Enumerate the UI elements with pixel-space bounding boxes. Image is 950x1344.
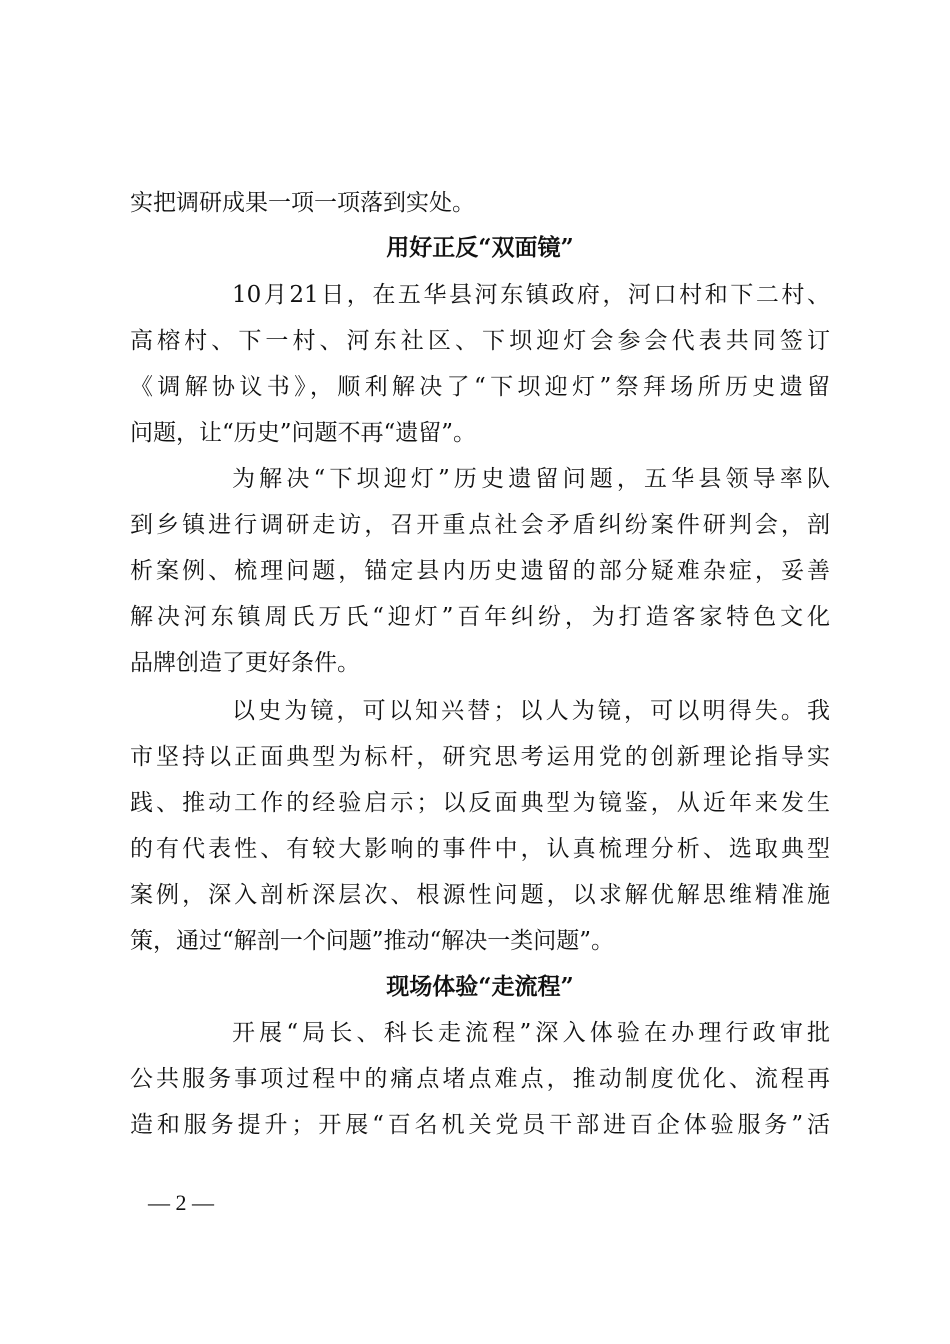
paragraph-line: 为解决“下坝迎灯”历史遗留问题，五华县领导率队 [232, 466, 830, 492]
paragraph-line: 高榕村、下一村、河东社区、下坝迎灯会参会代表共同签订 [130, 328, 830, 354]
paragraph-line: 市坚持以正面典型为标杆，研究思考运用党的创新理论指导实 [130, 744, 830, 770]
paragraph-line: 问题，让“历史”问题不再“遗留”。 [130, 420, 477, 446]
paragraph-line: 造和服务提升；开展“百名机关党员干部进百企体验服务”活 [130, 1112, 830, 1138]
paragraph-line: 析案例、梳理问题，锚定县内历史遗留的部分疑难杂症，妥善 [130, 558, 830, 584]
paragraph-line: 案例，深入剖析深层次、根源性问题，以求解优解思维精准施 [130, 882, 830, 908]
paragraph-line: 践、推动工作的经验启示；以反面典型为镜鉴，从近年来发生 [130, 790, 830, 816]
paragraph-line: 公共服务事项过程中的痛点堵点难点，推动制度优化、流程再 [130, 1066, 830, 1092]
page-number: — 2 — [148, 1190, 214, 1215]
paragraph-line: 策，通过“解剖一个问题”推动“解决一类问题”。 [130, 928, 615, 954]
paragraph-line: 解决河东镇周氏万氏“迎灯”百年纠纷，为打造客家特色文化 [130, 604, 830, 630]
paragraph-line: 10月21日，在五华县河东镇政府，河口村和下二村、 [232, 282, 830, 308]
paragraph-line: 的有代表性、有较大影响的事件中，认真梳理分析、选取典型 [130, 836, 830, 862]
section-heading-walk-process: 现场体验“走流程” [386, 973, 574, 1000]
section-heading-double-mirror: 用好正反“双面镜” [386, 234, 574, 261]
paragraph-line: 实把调研成果一项一项落到实处。 [130, 190, 475, 216]
paragraph-line: 开展“局长、科长走流程”深入体验在办理行政审批 [232, 1020, 830, 1046]
paragraph-line: 以史为镜，可以知兴替；以人为镜，可以明得失。我 [232, 698, 830, 724]
paragraph-line: 到乡镇进行调研走访，召开重点社会矛盾纠纷案件研判会，剖 [130, 512, 830, 538]
paragraph-line: 《调解协议书》，顺利解决了“下坝迎灯”祭拜场所历史遗留 [130, 374, 830, 400]
paragraph-line: 品牌创造了更好条件。 [130, 650, 360, 676]
